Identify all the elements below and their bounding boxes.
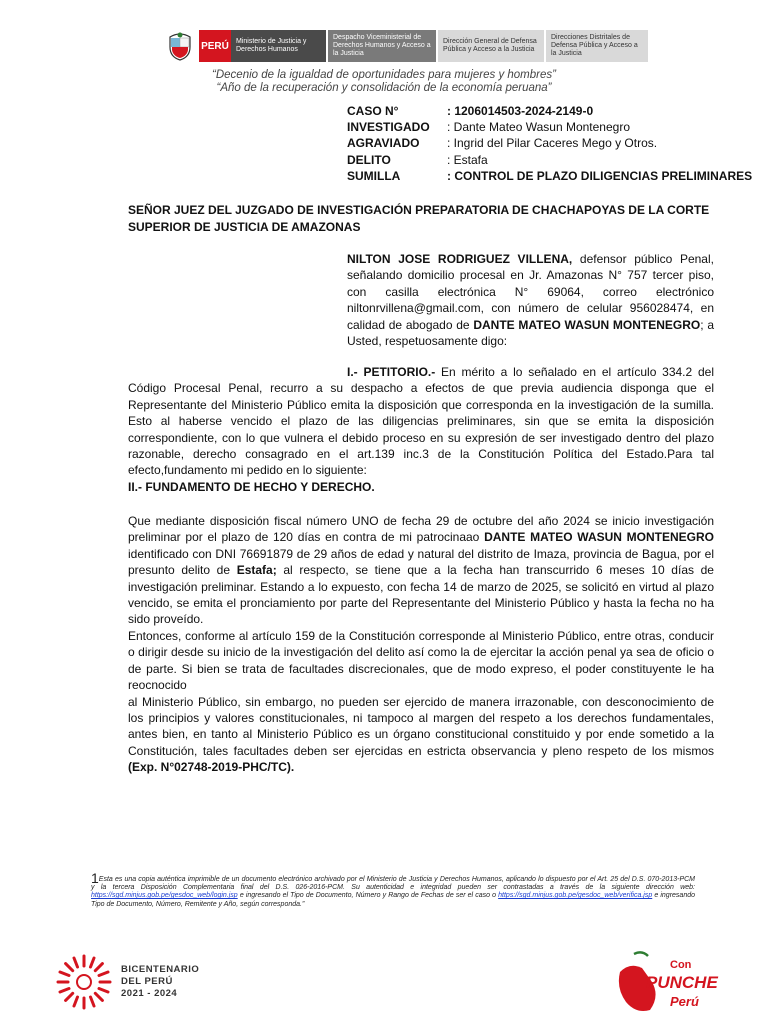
bicentenario-text <box>121 964 199 1000</box>
bicentenario-emblem-icon <box>55 953 113 1011</box>
entonces-paragraph <box>128 628 714 776</box>
motto-decade: “Decenio de la igualdad de oportunidades para mujeres y hombres” <box>212 69 556 81</box>
client-name: DANTE MATEO WASUN MONTENEGRO <box>473 317 701 332</box>
case-value: : 1206014503-2024-2149-0 <box>447 104 594 118</box>
fundamento-paragraph <box>128 513 714 628</box>
punche-word: PUNCHE <box>646 973 718 992</box>
bicentenario-line: DEL PERÚ <box>121 976 173 987</box>
peru-label: PERÚ <box>199 30 231 62</box>
vice-ministry-name: Despacho Viceministerial de Derechos Humanos y Acceso a la Justicia <box>328 30 436 62</box>
fundamento-text: al respecto, se tiene que a la fecha han transcurrido 6 meses 10 días de investigación preliminar. Estando a lo expuesto, con fecha 14 de marzo de 2025, se solicitó en virtud al plazo vencido, se emita el pronciamiento por parte del Representante del Ministerio Público y hasta la fecha no ha sido proveído. <box>128 563 714 627</box>
case-row <box>347 135 752 151</box>
lawyer-text-end: ; a Usted, respetuosamente digo: <box>347 317 714 349</box>
motto-year: “Año de la recuperación y consolidación de la economía peruana” <box>216 82 552 94</box>
case-reference: (Exp. N°02748-2019-PHC/TC). <box>128 760 295 775</box>
petitorio-text: En mérito a lo señalado en el artículo 334.2 del Código Procesal Penal, recurro a su despacho a efectos de que previa audiencia disponga que el Representante del Ministerio Público emita la disposición que corresponda en la investigación de la sumilla. Esto al haberse vencido el plazo de las diligencias preliminares, sin que se emita la disposición correspondiente, con lo que vulnera el debido proceso en su expresión de ser investigado dentro del plazo razonable, derecho consagrado en el art.139 inc.3 de la Constitución Política del Estado.Para tal efecto,fundamento mi pedido en lo siguiente: <box>128 365 715 478</box>
general-direction-name: Dirección General de Defensa Pública y Acceso a la Justicia <box>438 30 544 62</box>
case-value: : Dante Mateo Wasun Montenegro <box>447 120 630 135</box>
case-row <box>347 103 752 119</box>
fundamento-text: identificado con DNI 76691879 de 29 años de edad y natural del distrito de Imaza, provincia de Bagua, por el presunto delito de <box>128 546 714 578</box>
case-value: : CONTROL DE PLAZO DILIGENCIAS PRELIMINARES <box>447 168 753 183</box>
defendant-name: DANTE MATEO WASUN MONTENEGRO <box>484 530 714 545</box>
case-value: : Ingrid del Pilar Caceres Mego y Otros. <box>447 136 658 151</box>
section-heading: II.- FUNDAMENTO DE HECHO Y DERECHO. <box>128 480 375 494</box>
punche-peru: Perú <box>670 994 699 1009</box>
bicentenario-line: 2021 - 2024 <box>121 988 178 999</box>
case-label: CASO N° <box>347 104 399 118</box>
ministry-name: Ministerio de Justicia y Derechos Humanos <box>231 30 326 62</box>
petitorio-paragraph <box>128 364 714 479</box>
court-addressee: SEÑOR JUEZ DEL JUZGADO DE INVESTIGACIÓN PREPARATORIA DE CHACHAPOYAS DE LA CORTE SUPERIOR DE JUSTICIA DE AMAZONAS <box>128 203 710 234</box>
case-info <box>347 103 752 184</box>
lawyer-text: defensor público Penal, señalando domicilio procesal en Jr. Amazonas N° 757 tercer piso, con casilla electrónica N° 69064, correo electrónico niltonrvillena@gmail.com, con número de celular 956028474, en calidad de abogado de <box>347 252 714 332</box>
coat-of-arms-icon <box>165 30 195 62</box>
lawyer-name: NILTON JOSE RODRIGUEZ VILLENA, <box>347 252 573 266</box>
case-row <box>347 152 752 168</box>
case-label: SUMILLA <box>347 168 401 183</box>
footnote-text: e ingresando el Tipo de Documento, Número y Rango de Fechas de ser el caso o <box>237 892 499 900</box>
lawyer-intro <box>347 251 714 349</box>
footnote-text: e ingresando Tipo de Documento, Número, Remitente y Año, según corresponda.” <box>91 892 695 908</box>
punche-con: Con <box>670 959 692 971</box>
case-row <box>347 168 752 184</box>
crime-name: Estafa; <box>236 563 277 578</box>
district-direction-name: Direcciones Distritales de Defensa Pública y Acceso a la Justicia <box>546 30 648 62</box>
case-label: INVESTIGADO <box>347 120 430 135</box>
case-value: : Estafa <box>447 152 488 167</box>
footnote <box>91 870 695 909</box>
bicentenario-logo <box>55 953 199 1011</box>
login-link[interactable]: https://sgd.minjus.gob.pe/gesdoc_web/login.jsp <box>91 892 238 900</box>
case-label: AGRAVIADO <box>347 136 420 151</box>
case-row <box>347 119 752 135</box>
institution-banner <box>165 30 648 62</box>
case-label: DELITO <box>347 152 391 167</box>
petitorio-heading: I.- PETITORIO.- <box>347 365 436 379</box>
con-punche-peru-logo <box>612 948 722 1023</box>
footnote-text: Esta es una copia auténtica imprimible de un documento electrónico archivado por el Ministerio de Justicia y Derechos Humanos, aplicando lo dispuesto por el Art. 25 del D.S. 070-2013-PCM y la tercera Disposición Complementaria final del D.S. 026-2016-PCM. Su autenticidad e integridad pueden ser contrastadas a través de la siguiente dirección web: <box>91 876 695 892</box>
verify-link[interactable]: https://sgd.minjus.gob.pe/gesdoc_web/verifica.jsp <box>498 892 653 900</box>
footnote-number: 1 <box>91 870 99 886</box>
entonces-text: al Ministerio Público, sin embargo, no pueden ser ejercido de manera irrazonable, con desconocimiento de los principios y valores constitucionales, ni tampoco al margen del respeto a los derechos fundamentales, antes bien, en tanto al Ministerio Público es un órgano constitucional constituido y por ende sometido a la Constitución, tales facultades deben ser ejercidas en estricta observancia y pleno respeto de los mismos <box>128 694 714 758</box>
entonces-text: Entonces, conforme al artículo 159 de la Constitución corresponde al Ministerio Público, entre otras, conducir o dirigir desde su inicio de la investigación del delito así como la de ejercitar la acción penal ya sea de oficio o de parte. Si bien se trata de facultades discrecionales, que de modo expreso, el poder constituyente le ha reocnocido <box>128 629 714 693</box>
bicentenario-line: BICENTENARIO <box>121 964 200 975</box>
fundamento-text: Que mediante disposición fiscal número UNO de fecha 29 de octubre del año 2024 se inicio investigación preliminar por el plazo de 120 días en contra de mi patrocinaao <box>128 514 714 545</box>
